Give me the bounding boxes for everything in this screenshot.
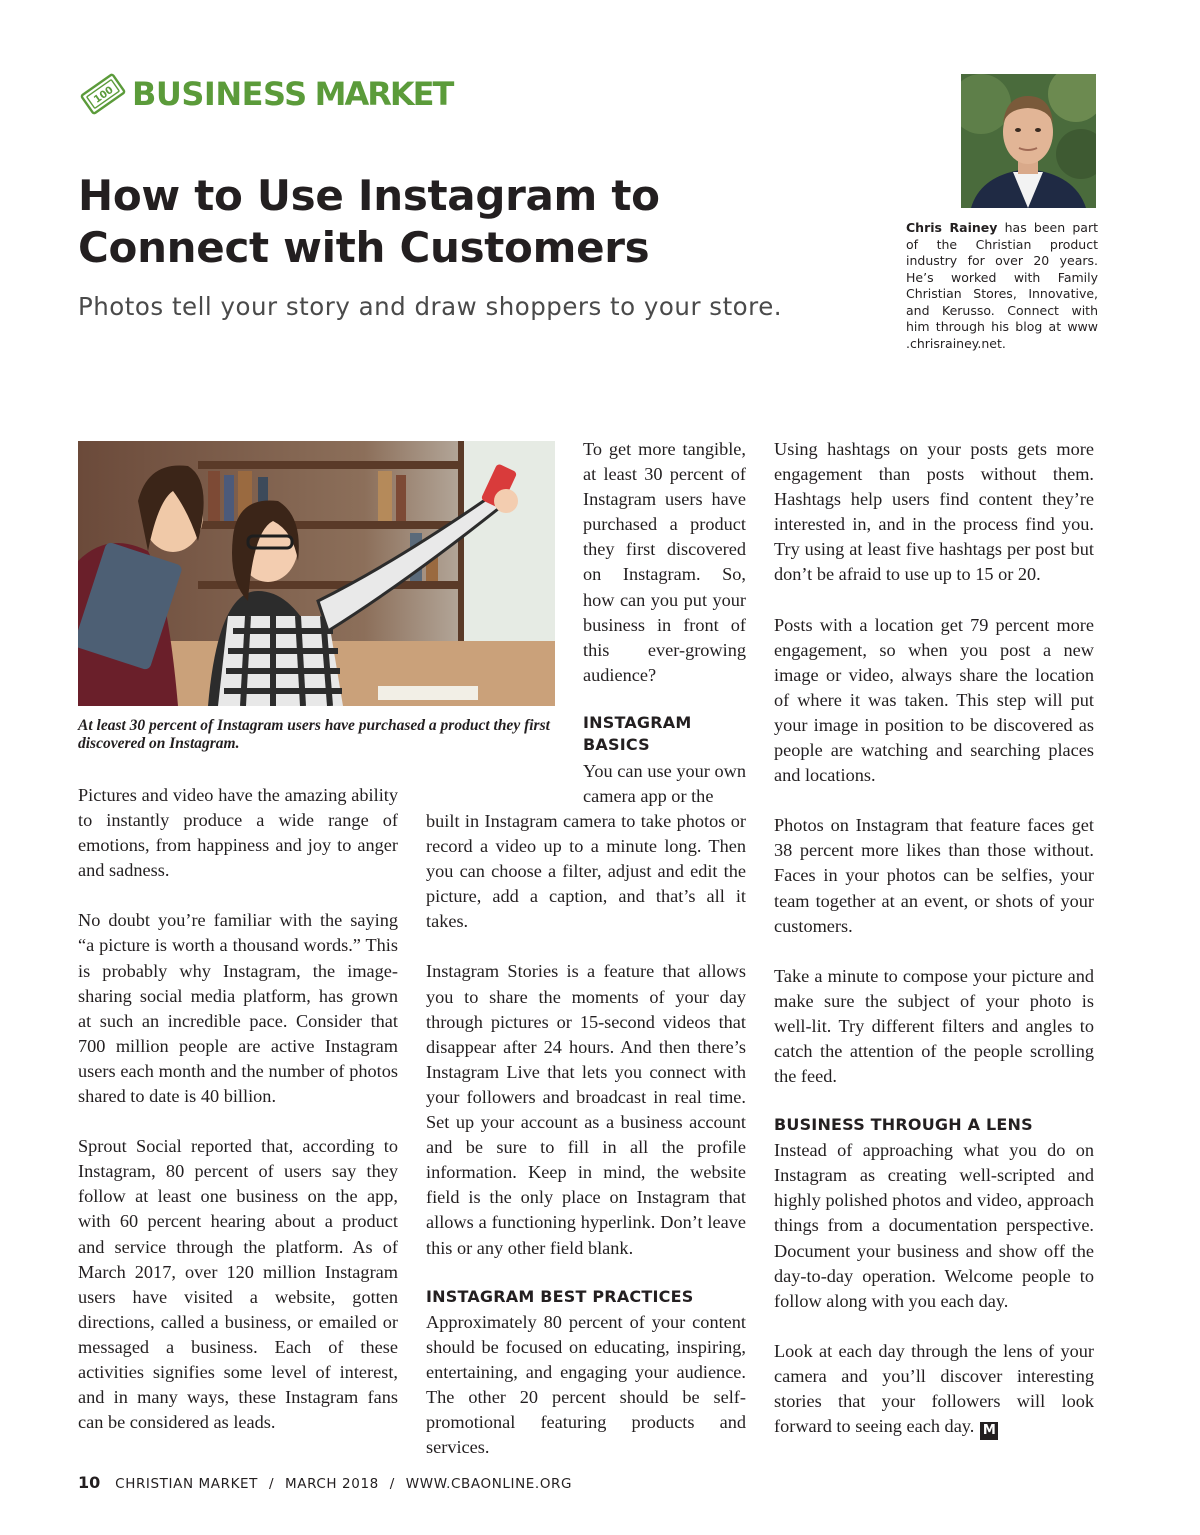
author-name: Chris Rainey [906,220,998,235]
page-number: 10 [78,1473,101,1492]
subhead-business-through-a-lens: BUSINESS THROUGH A LENS [774,1115,1033,1135]
col3-paragraph-2: Posts with a location get 79 percent more engagement, so when you post a new image or video, always share the location of where it was taken. This step will put your image in position to be discovered as people are watching and searching places and locations. [774,614,1094,786]
col3-paragraph-3: Photos on Instagram that feature faces get 38 percent more likes than those without. Faces in your photos can be selfies, your team together at an event, or shots of your customers. [774,815,1094,936]
footer-separator: / [268,1476,275,1492]
col3-paragraph-6-text: Look at each day through the lens of your camera and you’ll discover interesting stories that your followers will look forward to seeing each day. [774,1340,1094,1437]
money-bill-icon [78,73,128,115]
col1-paragraph-2: No doubt you’re familiar with the saying “a picture is worth a thousand words.” This is probably why Instagram, the image-sharing social media platform, has grown at such an incredible pace. Consider that 700 million people are active Instagram users each month and the number of photos shared to date is 40 billion. [78,910,398,1107]
footer-separator: / [389,1476,395,1492]
col2-paragraph-stories: Instagram Stories is a feature that allows you to share the moments of your day through pictures or 15-second videos that disappear after 24 hours. And then there’s Instagram Live that lets you connect with your followers and broadcast in real time. Set up your account as a business account and be sure to fill in all the profile information. Keep in mind, the website field is the only place on Instagram that allows a functioning hyperlink. Don’t leave this or any other field blank. [426,961,746,1258]
subhead-instagram-basics [583,712,746,756]
article-title-line-2: Connect with Customers [78,223,650,272]
website-url: WWW.CBAONLINE.ORG [405,1476,573,1492]
svg-text:100: 100 [92,84,116,106]
col1-paragraph-1: Pictures and video have the amazing ability to instantly produce a wide range of emotions, from happiness and joy to anger and sadness. [78,785,398,881]
magazine-name: CHRISTIAN MARKET [115,1476,259,1492]
col2-basics-start: You can use your own camera app or the [583,761,746,807]
article-title-line-1: How to Use Instagram to [78,171,660,220]
col1-paragraph-3: Sprout Social reported that, according to Instagram, 80 percent of users say they follow at least one business on the app, with 60 percent hearing about a product and service through the platform. As of March 2017, over 120 million Instagram users have visited a website, gotten directions, called a business, or emailed or messaged a business. Each of these activities signifies some level of interest, and in many ways, these Instagram fans can be considered as leads. [78,1136,398,1433]
column-3 [774,437,1094,1440]
column-2 [426,809,746,1460]
col3-paragraph-5: Instead of approaching what you do on Instagram as creating well-scripted and highly polished photos and video, approach things from a documentation perspective. Document your business and show off the day-to-day operation. Welcome people to follow along with you each day. [774,1140,1094,1311]
column-2-basics-start [583,759,746,809]
section-word-business: BUSINESS [132,75,307,113]
section-name [132,75,452,113]
article-title [78,170,838,274]
col2-intro-paragraph: To get more tangible, at least 30 percent of Instagram users have purchased a product they first discovered on Instagram. So, how can you put your business in front of this ever-growing audience? [583,439,746,685]
col2-paragraph-best-practices: Approximately 80 percent of your content should be focused on educating, inspiring, entertaining, and engaging your audience. The other 20 percent should be self-promotional featuring products and services. [426,1311,746,1458]
col3-paragraph-4: Take a minute to compose your picture and make sure the subject of your photo is well-lit. Try different filters and angles to catch the attention of the people scrolling the feed. [774,965,1094,1087]
col2-basics-rest: built in Instagram camera to take photos or record a video up to a minute long. Then you can choose a filter, adjust and edit the picture, add a caption, and that’s all it takes. [426,811,746,932]
page-footer [78,1473,572,1492]
col3-paragraph-1: Using hashtags on your posts gets more engagement than posts without them. Hashtags help users find content they’re interested in, and in the process find you. Try using at least five hashtags per post but don’t be afraid to use up to 15 or 20. [774,439,1094,585]
section-header [78,72,452,116]
author-bio [906,220,1098,352]
column-1 [78,783,398,1435]
article-subtitle: Photos tell your story and draw shoppers to your store. [78,292,783,321]
subhead-basics-line-2: BASICS [583,735,650,754]
col3-paragraph-6 [774,1339,1094,1440]
issue-date: MARCH 2018 [285,1476,379,1492]
author-bio-text: has been part of the Christian product industry for over 20 years. He’s worked with Family Christian Stores, Innovative, and Kerusso. Connect with him through his blog at www .chrisrainey.net. [906,220,1099,351]
end-mark-icon: M [980,1422,998,1440]
column-2-intro [583,437,746,688]
section-word-market: MARKET [314,75,453,113]
subhead-basics-line-1: INSTAGRAM [583,713,692,732]
subhead-best-practices: INSTAGRAM BEST PRACTICES [426,1286,694,1306]
hero-photo [78,441,555,706]
author-photo [961,74,1096,208]
photo-caption: At least 30 percent of Instagram users have purchased a product they first discovered on Instagram. [78,717,550,752]
